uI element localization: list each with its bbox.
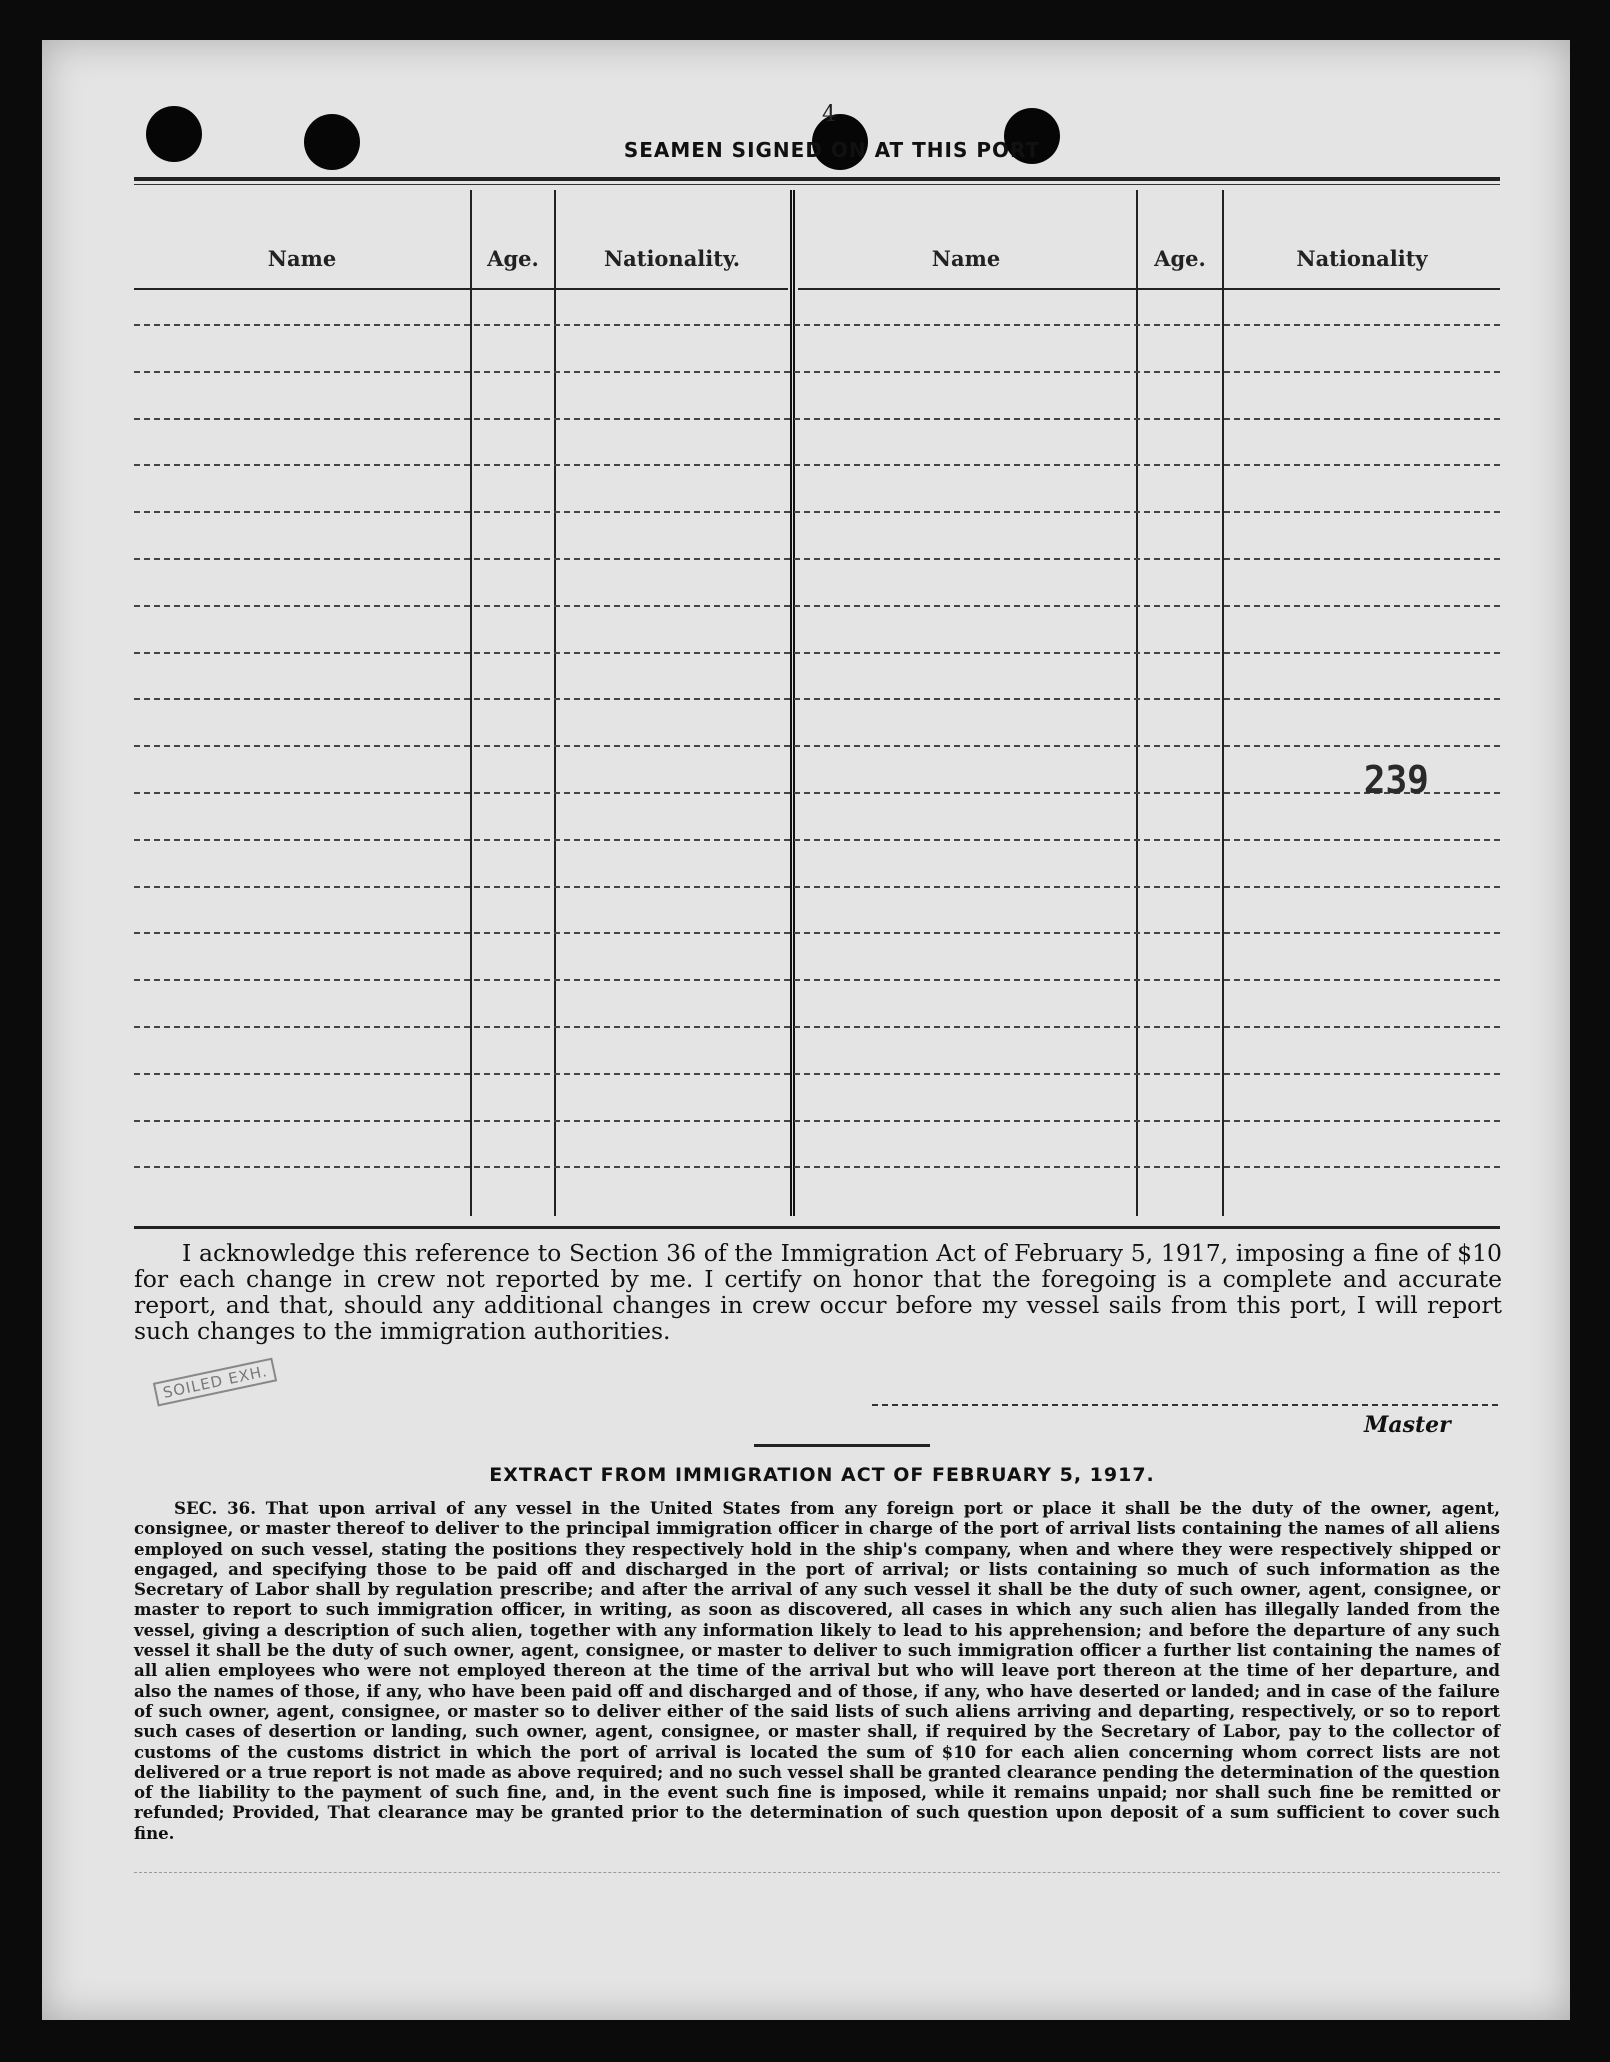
faint-stamp: SOILED EXH. bbox=[153, 1358, 278, 1407]
table-row bbox=[134, 745, 1500, 747]
header-age-left: Age. bbox=[487, 246, 539, 271]
page-number: 4 bbox=[822, 102, 836, 127]
table-row bbox=[134, 1166, 1500, 1168]
table-row bbox=[134, 558, 1500, 560]
section-36-text: SEC. 36. That upon arrival of any vessel in the United States from any foreign port or place it shall be the duty of the owner, agent, consignee, or master thereof to deliver to the principal immigration officer in charge of the port of arrival lists containing the names of all aliens employed on such vessel, stating the positions they respectively hold in the ship's company, when and where they were respectively shipped or engaged, and specifying those to be paid off and discharged in the port of arrival; or lists containing so much of such information as the Secretary of Labor shall by regulation prescribe; and after the arrival of any such vessel it shall be the duty of such owner, agent, consignee, or master to report to such immigration officer, in writing, as soon as discovered, all cases in which any such alien has illegally landed from the vessel, giving a description of such alien, together with any information likely to lead to his apprehension; and before the departure of any such vessel it shall be the duty of such owner, agent, consignee, or master to deliver to such immigration officer a further list containing the names of all alien employees who were not employed thereon at the time of the arrival but who will leave port thereon at the time of her departure, and also the names of those, if any, who have been paid off and discharged and of those, if any, who have deserted or landed; and in case of the failure of such owner, agent, consignee, or master so to deliver either of the said lists of such aliens arriving and departing, respectively, or so to report such cases of desertion or landing, such owner, agent, consignee, or master shall, if required by the Secretary of Labor, pay to the collector of customs of the customs district in which the port of arrival is located the sum of $10 for each alien concerning whom correct lists are not delivered or a true report is not made as above required; and no such vessel shall be granted clearance pending the determination of the question of the liability to the payment of such fine, and, in the event such fine is imposed, while it remains unpaid; nor shall such fine be remitted or refunded; Provided, That clearance may be granted prior to the determination of such question upon deposit of a sum sufficient to cover such fine. bbox=[134, 1498, 1500, 1843]
table-row bbox=[134, 1073, 1500, 1075]
column-divider bbox=[1222, 190, 1224, 1216]
header-nationality-right: Nationality bbox=[1296, 246, 1428, 271]
table-row bbox=[134, 886, 1500, 888]
table-row bbox=[134, 464, 1500, 466]
table-row bbox=[134, 605, 1500, 607]
stamped-number: 239 bbox=[1363, 758, 1429, 802]
header-name-left: Name bbox=[267, 246, 337, 271]
signature-line bbox=[872, 1404, 1498, 1406]
title-rule bbox=[134, 177, 1500, 185]
header-nationality-left: Nationality. bbox=[603, 246, 741, 271]
document-page bbox=[42, 40, 1570, 2020]
table-row bbox=[134, 418, 1500, 420]
acknowledgment-paragraph: I acknowledge this reference to Section 36 of the Immigration Act of February 5, 1917, imposing a fine of $10 for each change in crew not reported by me. I certify on honor that the foregoing is a complete and accurate report, and that, should any additional changes in crew occur before my vessel sails from this port, I will report such changes to the immigration authorities. bbox=[134, 1239, 1502, 1345]
table-row bbox=[134, 1120, 1500, 1122]
header-name-right: Name bbox=[931, 246, 1001, 271]
table-row bbox=[134, 698, 1500, 700]
header-rule bbox=[798, 288, 1500, 290]
page-title: SEAMEN SIGNED ON AT THIS PORT bbox=[623, 138, 1041, 162]
table-row bbox=[134, 839, 1500, 841]
header-rule bbox=[134, 288, 788, 290]
punch-hole bbox=[304, 114, 360, 170]
table-row bbox=[134, 324, 1500, 326]
table-row bbox=[134, 932, 1500, 934]
faint-rule bbox=[134, 1872, 1500, 1873]
table-row bbox=[134, 792, 1500, 794]
master-label: Master bbox=[1364, 1412, 1451, 1438]
table-row bbox=[134, 1026, 1500, 1028]
column-divider bbox=[554, 190, 556, 1216]
center-divider bbox=[790, 190, 795, 1216]
table-row bbox=[134, 652, 1500, 654]
punch-hole bbox=[146, 106, 202, 162]
column-divider bbox=[1136, 190, 1138, 1216]
header-age-right: Age. bbox=[1154, 246, 1206, 271]
crew-table bbox=[134, 190, 1500, 1230]
table-row bbox=[134, 371, 1500, 373]
table-row bbox=[134, 979, 1500, 981]
extract-title: EXTRACT FROM IMMIGRATION ACT OF FEBRUARY 5, 1917. bbox=[489, 1464, 1155, 1486]
table-row bbox=[134, 511, 1500, 513]
column-divider bbox=[470, 190, 472, 1216]
table-bottom-rule bbox=[134, 1226, 1500, 1229]
section-divider bbox=[754, 1444, 930, 1447]
